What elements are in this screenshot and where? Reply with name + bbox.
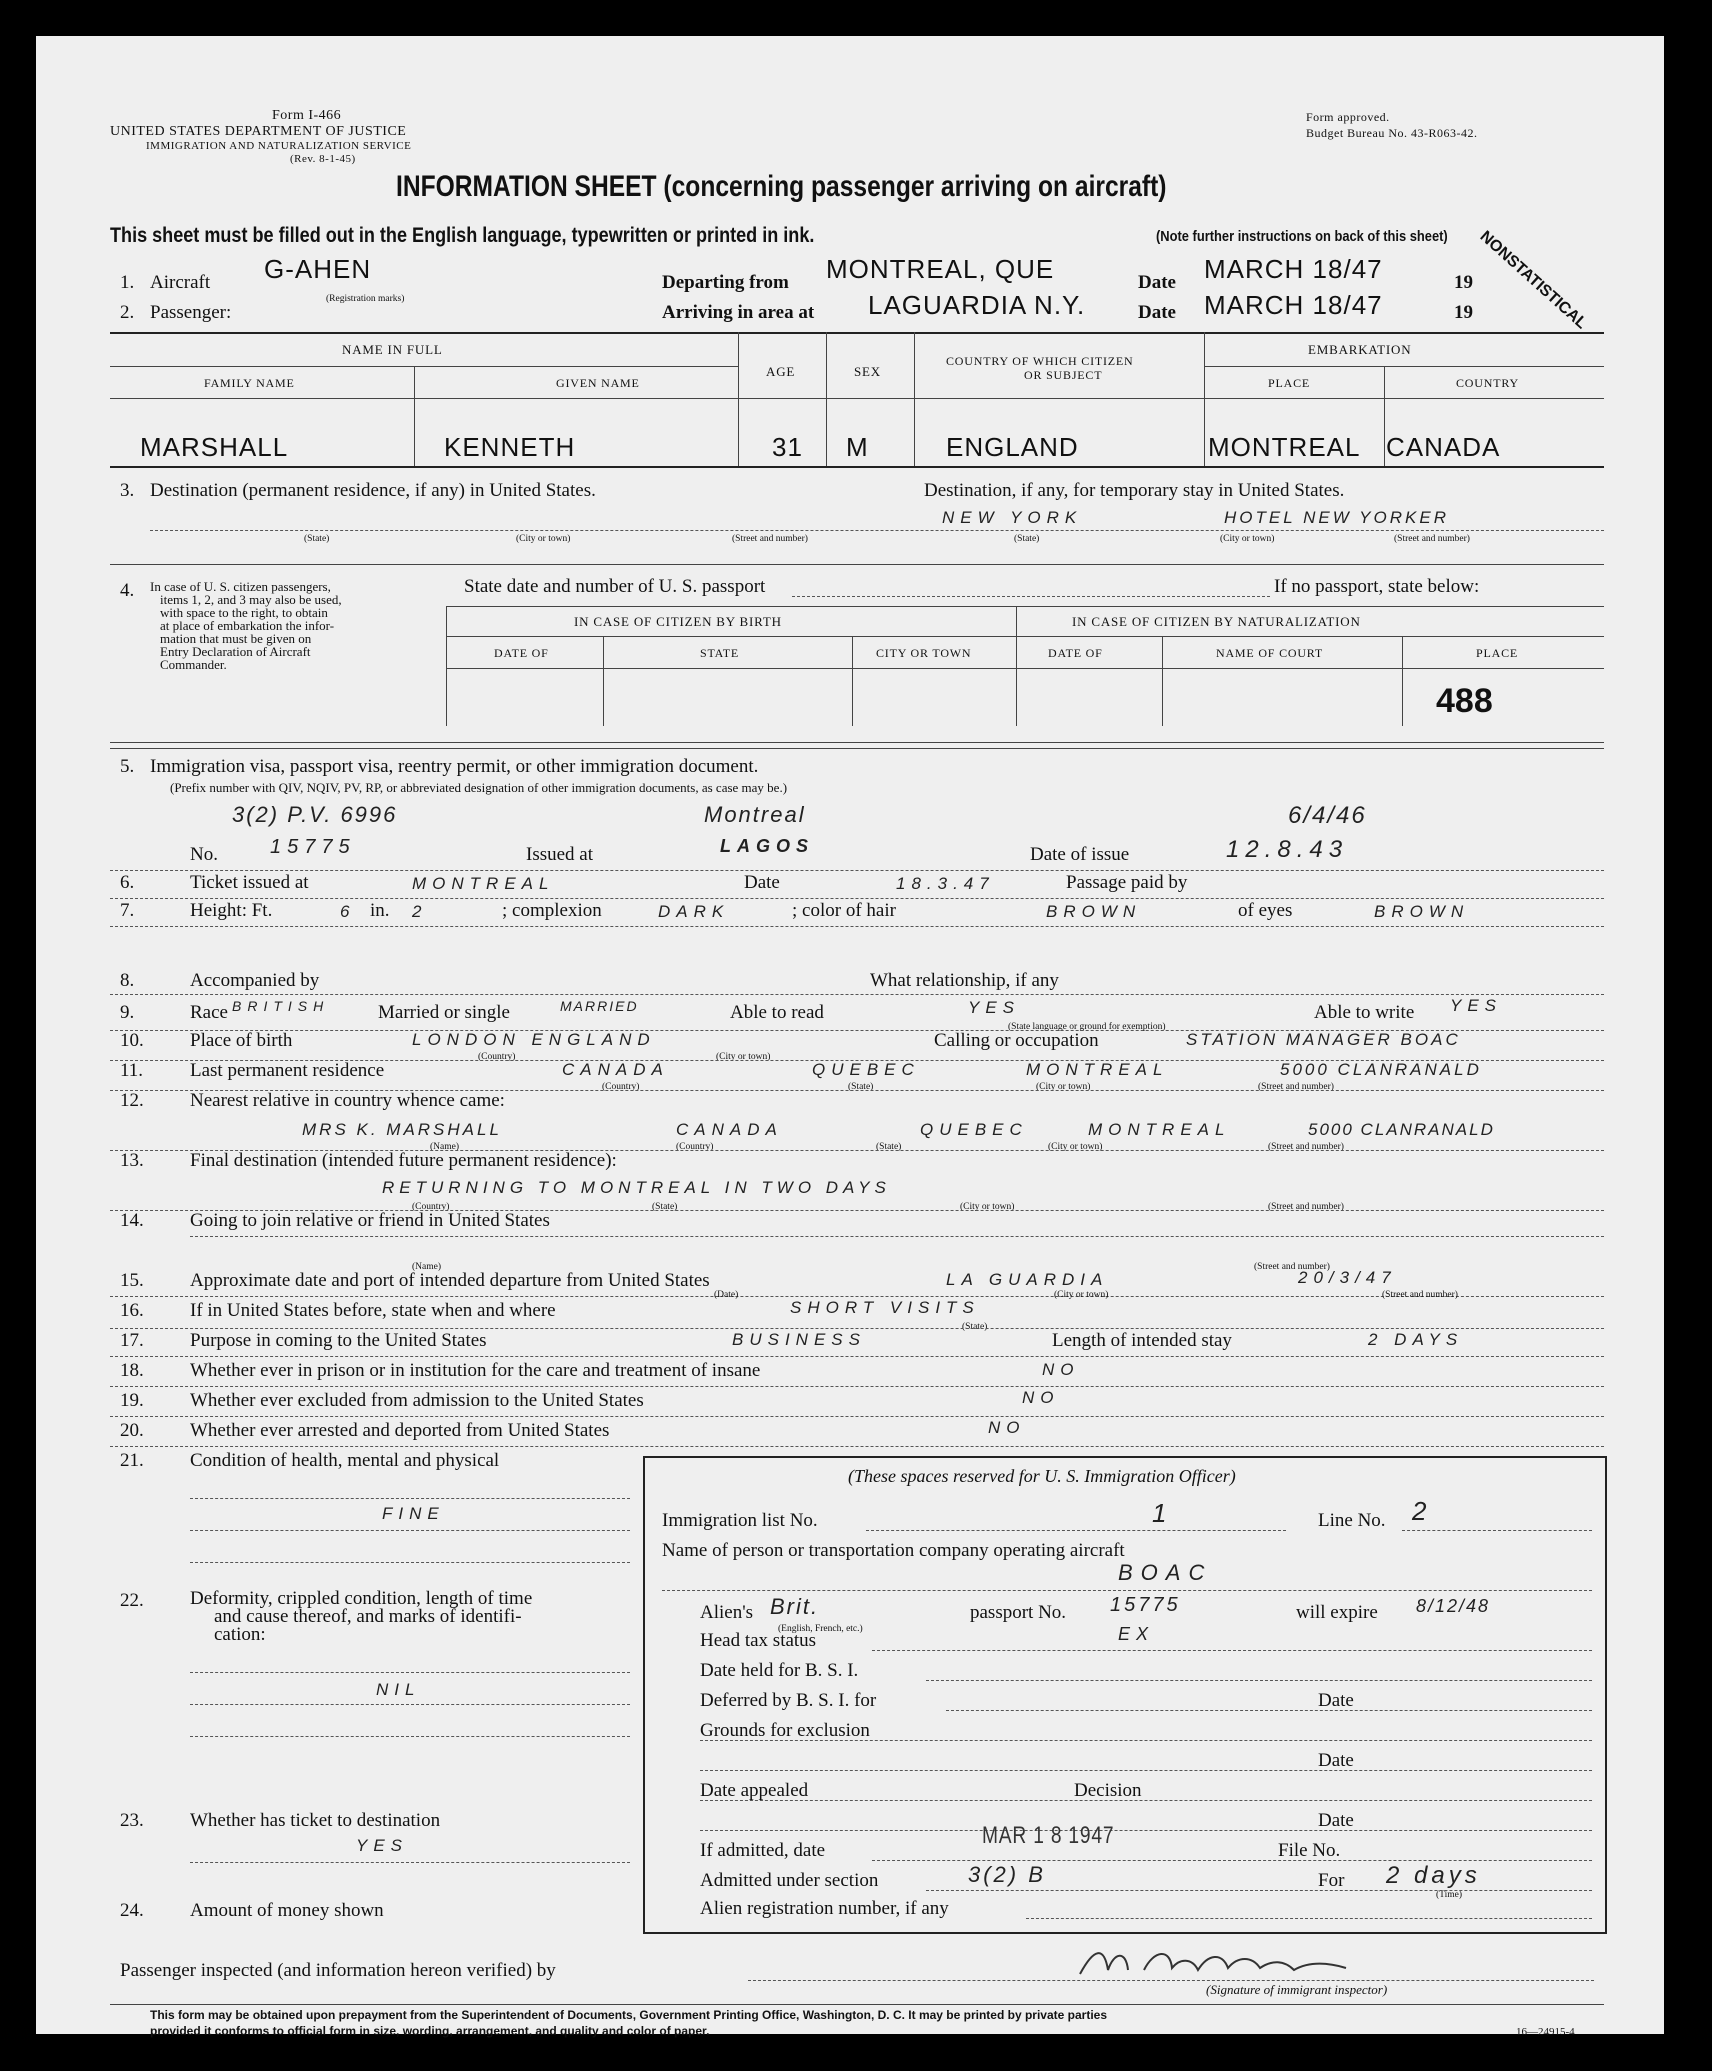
dotted-line [700,1740,1592,1741]
dotted-line [110,926,1604,927]
date-sub: (Date) [714,1290,739,1300]
dotted-line [110,1386,1604,1387]
street-sub: (Street and number) [1268,1202,1344,1212]
ticket-value: MONTREAL [412,874,555,893]
date-of-issue-value: 12.8.43 [1226,836,1349,863]
year-prefix: 19 [1454,272,1473,293]
grounds-label: Grounds for exclusion [700,1720,870,1741]
place-header: PLACE [1268,376,1311,390]
city-sub: (City or town) [516,534,571,544]
join-relative-label: Going to join relative or friend in United States [190,1210,550,1231]
dotted-line [190,1862,630,1863]
ticket-date-value: 18.3.47 [896,874,995,893]
state-sub: (State) [848,1082,874,1092]
col-divider [1204,332,1205,466]
col-divider [603,636,604,726]
headtax-value: EX [1118,1624,1155,1644]
deformity-line: cation: [214,1624,266,1645]
section-value: 3(2) B [968,1862,1046,1887]
decision-label: Decision [1074,1780,1142,1801]
street-sub: (Street and number) [1258,1082,1334,1092]
departing-value: MONTREAL, QUE [826,254,1055,284]
naturalization-header: IN CASE OF CITIZEN BY NATURALIZATION [1072,614,1361,629]
temp-state-value: NEW YORK [942,508,1083,527]
col-divider [414,366,415,466]
col-divider [1162,636,1163,726]
eyes-label: of eyes [1238,900,1293,921]
dotted-line [700,1770,1592,1771]
dotted-line [1402,1530,1592,1531]
family-name-value: MARSHALL [140,432,289,462]
dotted-line [110,1446,1604,1447]
complexion-value: DARK [658,902,730,921]
departure-port: LA GUARDIA [946,1270,1109,1289]
age-header: AGE [766,364,796,379]
state-sub: (State) [304,534,330,544]
street-sub: (Street and number) [1382,1290,1458,1300]
date-label: Date [1138,302,1176,323]
alien-reg-label: Alien registration number, if any [700,1898,949,1919]
col-city-or-town: CITY OR TOWN [876,646,972,660]
sex-value: M [846,432,869,462]
dotted-line [866,1530,1286,1531]
married-value: MARRIED [560,998,639,1014]
last-residence-country: CANADA [562,1060,669,1079]
purpose-label: Purpose in coming to the United States [190,1330,487,1351]
row5-number: 5. [120,756,135,777]
list-no-value: 1 [1152,1498,1173,1528]
prison-label: Whether ever in prison or in institution for the care and treatment of insane [190,1360,761,1381]
accompanied-label: Accompanied by [190,970,320,991]
city-sub: (City or town) [1036,1082,1091,1092]
immigration-doc-label: Immigration visa, passport visa, reentry permit, or other immigration document. [150,756,759,777]
deported-label: Whether ever arrested and deported from United States [190,1420,610,1441]
col-date-of: DATE OF [494,646,549,660]
admitted-date-label: If admitted, date [700,1840,826,1861]
purpose-value: BUSINESS [732,1330,866,1349]
deferred-label: Deferred by B. S. I. for [700,1690,877,1711]
dotted-line [926,1680,1592,1681]
relative-name: MRS K. MARSHALL [302,1120,502,1139]
country-sub: (Country) [412,1202,450,1212]
passage-paid-label: Passage paid by [1066,872,1188,893]
col-divider [914,332,915,466]
row4-note-line: with space to the right, to obtain [160,605,328,620]
form-approved: Form approved. [1306,110,1390,124]
final-destination-value: RETURNING TO MONTREAL IN TWO DAYS [382,1178,891,1197]
dotted-line [946,1710,1592,1711]
visa-annotation: 3(2) P.V. 6996 [232,802,398,827]
eyes-value: BROWN [1374,902,1470,921]
relative-country: CANADA [676,1120,783,1139]
last-residence-state: QUEBEC [812,1060,920,1079]
title-main: INFORMATION SHEET [396,170,657,203]
row14-number: 14. [120,1210,144,1231]
embarkation-header: EMBARKATION [1308,342,1412,357]
alien-sub: (English, French, etc.) [778,1624,863,1634]
dotted-line [190,1498,630,1499]
city-sub: (City or town) [716,1052,771,1062]
row9-number: 9. [120,1002,135,1023]
relationship-label: What relationship, if any [870,970,1059,991]
city-sub: (City or town) [1220,534,1275,544]
nearest-relative-label: Nearest relative in country whence came: [190,1090,505,1111]
col-divider [446,606,447,726]
section-rule [110,564,1604,565]
time-sub: (Time) [1436,1890,1463,1900]
country-sub: (Country) [676,1142,714,1152]
date-label: Date [1138,272,1176,293]
row15-number: 15. [120,1270,144,1291]
birth-header: IN CASE OF CITIZEN BY BIRTH [574,614,782,629]
stay-length-value: 2 DAYS [1368,1330,1464,1349]
dotted-line [110,898,1604,899]
height-ft-value: 6 [340,902,356,921]
no-passport-label: If no passport, state below: [1274,576,1480,597]
dotted-line [872,1860,1592,1861]
file-no-label: File No. [1278,1840,1341,1861]
signature-sub: (Signature of immigrant inspector) [1206,1982,1388,1997]
state-lang-sub: (State language or ground for exemption) [1008,1022,1166,1032]
arriving-label: Arriving in area at [662,302,815,323]
ticket-date-label: Date [744,872,780,893]
row4-note-line: In case of U. S. citizen passengers, [150,579,331,594]
dotted-line [110,870,1604,871]
dotted-line [190,1236,1604,1237]
issued-at-label: Issued at [526,844,594,865]
col-divider [1016,606,1017,726]
gpo-number: 16—24915-4 [1516,2026,1575,2038]
row7-number: 7. [120,900,135,921]
dotted-line [110,1328,1604,1329]
street-sub: (Street and number) [1394,534,1470,544]
excluded-value: NO [1022,1388,1060,1407]
row4-note-line: Entry Declaration of Aircraft [160,644,311,659]
height-in-value: 2 [412,902,428,921]
section-label: Admitted under section [700,1870,879,1891]
table-top-rule [110,332,1604,334]
for-label: For [1318,1870,1345,1891]
family-name-header: FAMILY NAME [204,376,295,390]
race-value: BRITISH [232,998,330,1014]
dotted-line [872,1650,1592,1651]
dotted-line [110,1416,1604,1417]
last-residence-city: MONTREAL [1026,1060,1169,1079]
embark-place-value: MONTREAL [1208,432,1361,462]
row23-number: 23. [120,1810,144,1831]
row2-number: 2. [120,302,135,323]
before-value: SHORT VISITS [790,1298,980,1317]
height-ft-label: Height: Ft. [190,900,273,921]
row4-note [150,580,342,671]
state-sub: (State) [652,1202,678,1212]
row17-number: 17. [120,1330,144,1351]
last-residence-street: 5000 CLANRANALD [1280,1060,1482,1079]
list-no-label: Immigration list No. [662,1510,818,1531]
birth-place-label: Place of birth [190,1030,293,1051]
dotted-line [700,1800,1592,1801]
deformity-value: NIL [376,1680,421,1699]
before-label: If in United States before, state when and where [190,1300,556,1321]
height-in-label: in. [370,900,390,921]
footer-rule [110,2004,1604,2005]
country-sub: (Country) [602,1082,640,1092]
rule [446,636,1604,637]
dotted-line [700,1830,1592,1831]
table-bottom-rule [110,466,1604,468]
date-of-issue-label: Date of issue [1030,844,1130,865]
for-value: 2 days [1386,1862,1481,1889]
admitted-date-stamp: MAR 1 8 1947 [982,1822,1115,1849]
occupation-label: Calling or occupation [934,1030,1099,1051]
officer-box-title: (These spaces reserved for U. S. Immigration Officer) [848,1466,1236,1486]
dotted-line [190,1672,630,1673]
headtax-label: Head tax status [700,1630,817,1651]
street-sub: (Street and number) [1268,1142,1344,1152]
deferred-date-label: Date [1318,1690,1354,1711]
col-divider [738,332,739,466]
dotted-line [110,994,1604,995]
city-sub: (City or town) [1048,1142,1103,1152]
ticket-label: Ticket issued at [190,872,309,893]
col-name-of-court: NAME OF COURT [1216,646,1324,660]
row12-number: 12. [120,1090,144,1111]
row20-number: 20. [120,1420,144,1441]
row4-note-line: items 1, 2, and 3 may also be used, [160,592,342,607]
health-value: FINE [382,1504,445,1523]
operator-label: Name of person or transportation company operating aircraft [662,1540,1125,1561]
row8-number: 8. [120,970,135,991]
deported-value: NO [988,1418,1026,1437]
revision: (Rev. 8-1-45) [290,153,356,165]
department: UNITED STATES DEPARTMENT OF JUSTICE [110,124,407,139]
row1-number: 1. [120,272,135,293]
street-sub: (Street and number) [1254,1262,1330,1272]
fine-print-1: This form may be obtained upon prepayment from the Superintendent of Documents, Government Printing Office, Washington, D. C. It may be printed by private parties [150,2008,1107,2022]
dotted-line [190,1704,630,1705]
year-prefix: 19 [1454,302,1473,323]
instruction: This sheet must be filled out in the English language, typewritten or printed in ink. [110,224,815,247]
service: IMMIGRATION AND NATURALIZATION SERVICE [146,140,412,152]
relative-state: QUEBEC [920,1120,1028,1139]
row6-number: 6. [120,872,135,893]
race-label: Race [190,1002,228,1023]
embark-subrule [1204,366,1604,367]
stay-length-label: Length of intended stay [1052,1330,1232,1351]
row13-number: 13. [120,1150,144,1171]
arriving-date: MARCH 18/47 [1204,290,1383,320]
arriving-value: LAGUARDIA N.Y. [868,290,1086,320]
dotted-line [110,1356,1604,1357]
able-read-label: Able to read [730,1002,824,1023]
name-sub: (Name) [412,1262,442,1272]
title-sub: (concerning passenger arriving on aircraft) [663,170,1167,203]
immigration-doc-sub: (Prefix number with QIV, NQIV, PV, RP, or abbreviated designation of other immigration documents, as case may be.) [170,780,788,795]
col-divider [852,636,853,726]
stamp-number: 488 [1436,682,1493,720]
visa-place-annotation: Montreal [704,802,806,827]
citizen-value: ENGLAND [946,432,1079,462]
state-sub: (State) [876,1142,902,1152]
col-divider [1402,636,1403,726]
col-divider [826,332,827,466]
birth-place-value: LONDON ENGLAND [412,1030,656,1049]
departure-date: 20/3/47 [1298,1268,1397,1287]
hair-value: BROWN [1046,902,1142,921]
sex-header: SEX [854,364,881,379]
grounds-date-label: Date [1318,1750,1354,1771]
citizen-header-2: OR SUBJECT [1024,368,1103,382]
prison-value: NO [1042,1360,1080,1379]
aircraft-label: Aircraft [150,272,211,293]
note-instructions: (Note further instructions on back of this sheet) [1156,228,1448,245]
row3-number: 3. [120,480,135,501]
form-number: Form I-466 [272,108,342,123]
operator-value: BOAC [1118,1560,1213,1585]
row4-note-line: mation that must be given on [160,631,312,646]
temp-city-value: HOTEL NEW YORKER [1224,508,1449,527]
alien-label: Alien's [700,1602,754,1623]
section-rule [110,742,1604,743]
last-residence-label: Last permanent residence [190,1060,385,1081]
expire-label: will expire [1296,1602,1378,1623]
decision-date-label: Date [1318,1810,1354,1831]
name-in-full-header: NAME IN FULL [342,342,443,357]
inspector-signature [1074,1940,1374,1984]
expire-value: 8/12/48 [1416,1596,1491,1616]
aircraft-value: G-AHEN [264,254,372,284]
dotted-line [792,596,1270,597]
doc-no-value: 15775 [270,836,356,858]
rule [446,606,1604,607]
form-title [396,170,1166,204]
row22-number: 22. [120,1590,144,1611]
dotted-line [150,530,1604,531]
temp-destination-label: Destination, if any, for temporary stay in United States. [924,480,1345,501]
given-name-value: KENNETH [444,432,576,462]
col-place: PLACE [1476,646,1519,660]
complexion-label: ; complexion [502,900,602,921]
section-rule [110,748,1604,749]
col-divider [1384,366,1385,466]
passenger-label: Passenger: [150,302,232,323]
married-label: Married or single [378,1002,510,1023]
col-date-of: DATE OF [1048,646,1103,660]
rule [446,668,1604,669]
row4-note-line: Commander. [160,657,227,672]
ticket-destination-value: YES [356,1836,409,1855]
name-subrule [110,366,738,367]
occupation-value: STATION MANAGER BOAC [1186,1030,1461,1049]
deformity-label [190,1590,532,1644]
country-header: COUNTRY [1456,376,1519,390]
row19-number: 19. [120,1390,144,1411]
line-no-label: Line No. [1318,1510,1386,1531]
row18-number: 18. [120,1360,144,1381]
appealed-label: Date appealed [700,1780,809,1801]
row16-number: 16. [120,1300,144,1321]
final-destination-label: Final destination (intended future permanent residence): [190,1150,617,1171]
able-read-value: YES [968,998,1021,1017]
state-sub: (State) [962,1322,988,1332]
bsi-held-label: Date held for B. S. I. [700,1660,859,1681]
registration-sub: (Registration marks) [326,294,405,304]
table-header-rule [110,398,1604,399]
row11-number: 11. [120,1060,144,1081]
state-sub: (State) [1014,534,1040,544]
budget-bureau: Budget Bureau No. 43-R063-42. [1306,126,1478,140]
city-sub: (City or town) [1054,1290,1109,1300]
form-sheet [36,36,1664,2038]
able-write-label: Able to write [1314,1002,1415,1023]
visa-date-annotation: 6/4/46 [1288,802,1367,829]
dotted-line [190,1562,630,1563]
citizen-header: COUNTRY OF WHICH CITIZEN [946,354,1134,368]
deformity-line: Deformity, crippled condition, length of time [190,1588,533,1609]
row4-number: 4. [120,580,135,601]
departing-date: MARCH 18/47 [1204,254,1383,284]
deformity-line: and cause thereof, and marks of identifi- [214,1606,522,1627]
hair-label: ; color of hair [792,900,896,921]
nonstatistical-stamp: NONSTATISTICAL [1476,228,1590,333]
given-name-header: GIVEN NAME [556,376,640,390]
dotted-line [662,1590,1592,1591]
embark-country-value: CANADA [1386,432,1501,462]
dotted-line [190,1736,630,1737]
col-state: STATE [700,646,740,660]
health-label: Condition of health, mental and physical [190,1450,500,1471]
destination-label: Destination (permanent residence, if any) in United States. [150,480,596,501]
ticket-destination-label: Whether has ticket to destination [190,1810,441,1831]
line-no-value: 2 [1412,1496,1433,1526]
name-sub: (Name) [430,1142,460,1152]
country-sub: (Country) [478,1052,516,1062]
inspected-label: Passenger inspected (and information hereon verified) by [120,1960,556,1981]
departing-label: Departing from [662,272,789,293]
street-sub: (Street and number) [732,534,808,544]
doc-no-label: No. [190,844,218,865]
alien-value: Brit. [770,1594,820,1619]
row21-number: 21. [120,1450,144,1471]
excluded-label: Whether ever excluded from admission to the United States [190,1390,644,1411]
issued-at-value: LAGOS [720,836,815,856]
passport-label: State date and number of U. S. passport [464,576,766,597]
row24-number: 24. [120,1900,144,1921]
fine-print-2: provided it conforms to official form in size, wording, arrangement, and quality and color of paper. [150,2024,710,2038]
relative-city: MONTREAL [1088,1120,1231,1139]
able-write-value: YES [1450,996,1503,1015]
money-label: Amount of money shown [190,1900,384,1921]
dotted-line [110,1296,1604,1297]
dotted-line [926,1890,1592,1891]
dotted-line [190,1530,630,1531]
row4-note-line: at place of embarkation the infor- [160,618,335,633]
city-sub: (City or town) [960,1202,1015,1212]
age-value: 31 [772,432,803,462]
row10-number: 10. [120,1030,144,1051]
passport-no-label: passport No. [970,1602,1067,1623]
departure-label: Approximate date and port of intended departure from United States [190,1270,710,1291]
passport-no-value: 15775 [1110,1594,1181,1616]
relative-street: 5000 CLANRANALD [1308,1120,1495,1139]
dotted-line [1026,1918,1592,1919]
